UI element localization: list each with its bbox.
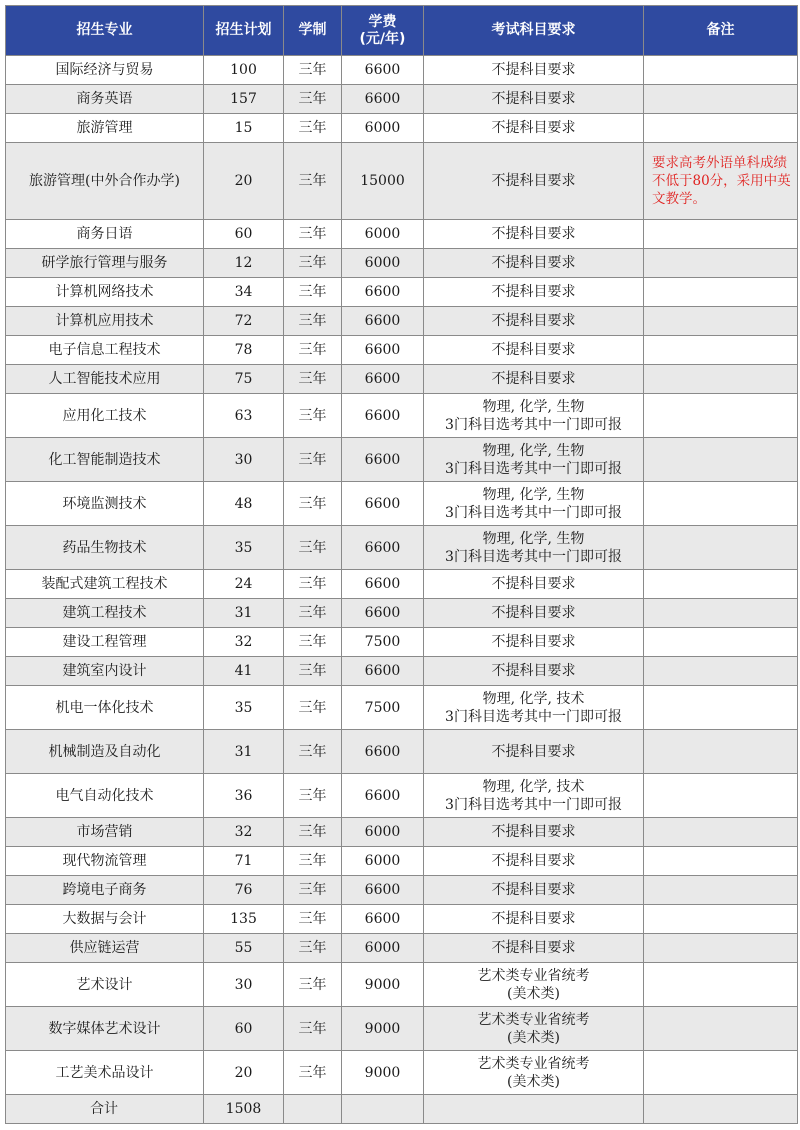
cell-req: 不提科目要求 [424, 847, 644, 876]
cell-req: 不提科目要求 [424, 934, 644, 963]
cell-duration: 三年 [284, 526, 342, 570]
cell-plan: 20 [204, 143, 284, 220]
cell-req: 不提科目要求 [424, 56, 644, 85]
table-row [6, 56, 798, 85]
cell-fee: 6600 [342, 394, 424, 438]
cell-fee: 6600 [342, 570, 424, 599]
cell-major: 旅游管理(中外合作办学) [6, 143, 204, 220]
cell-note [644, 774, 798, 818]
cell-plan: 60 [204, 220, 284, 249]
cell-major: 研学旅行管理与服务 [6, 249, 204, 278]
table-row [6, 114, 798, 143]
cell-req: 不提科目要求 [424, 249, 644, 278]
cell-major: 建筑室内设计 [6, 657, 204, 686]
cell-req: 不提科目要求 [424, 657, 644, 686]
total-empty-cell [644, 1095, 798, 1124]
cell-note [644, 876, 798, 905]
cell-fee: 6600 [342, 85, 424, 114]
cell-duration: 三年 [284, 818, 342, 847]
cell-plan: 36 [204, 774, 284, 818]
table-row [6, 143, 798, 220]
cell-note [644, 438, 798, 482]
cell-req: 不提科目要求 [424, 730, 644, 774]
cell-duration: 三年 [284, 143, 342, 220]
cell-major: 建设工程管理 [6, 628, 204, 657]
cell-duration: 三年 [284, 438, 342, 482]
cell-duration: 三年 [284, 307, 342, 336]
table-row [6, 774, 798, 818]
cell-note [644, 1007, 798, 1051]
cell-duration: 三年 [284, 905, 342, 934]
table-row [6, 336, 798, 365]
header-duration: 学制 [284, 6, 342, 56]
cell-note [644, 570, 798, 599]
cell-fee: 6000 [342, 847, 424, 876]
cell-duration: 三年 [284, 963, 342, 1007]
cell-note [644, 307, 798, 336]
cell-major: 建筑工程技术 [6, 599, 204, 628]
cell-major: 计算机网络技术 [6, 278, 204, 307]
cell-fee: 6000 [342, 114, 424, 143]
cell-req: 不提科目要求 [424, 818, 644, 847]
cell-note [644, 730, 798, 774]
cell-major: 跨境电子商务 [6, 876, 204, 905]
table-row [6, 657, 798, 686]
cell-fee: 6000 [342, 220, 424, 249]
cell-req: 不提科目要求 [424, 570, 644, 599]
cell-duration: 三年 [284, 570, 342, 599]
table-row [6, 599, 798, 628]
cell-fee: 6000 [342, 934, 424, 963]
cell-req: 艺术类专业省统考 (美术类) [424, 963, 644, 1007]
cell-fee: 6600 [342, 876, 424, 905]
cell-plan: 135 [204, 905, 284, 934]
cell-note [644, 1051, 798, 1095]
cell-fee: 6000 [342, 818, 424, 847]
cell-req: 物理, 化学, 生物 3门科目选考其中一门即可报 [424, 438, 644, 482]
cell-duration: 三年 [284, 686, 342, 730]
cell-major: 电子信息工程技术 [6, 336, 204, 365]
cell-req: 物理, 化学, 生物 3门科目选考其中一门即可报 [424, 526, 644, 570]
cell-major: 计算机应用技术 [6, 307, 204, 336]
cell-req: 艺术类专业省统考 (美术类) [424, 1051, 644, 1095]
cell-duration: 三年 [284, 114, 342, 143]
cell-duration: 三年 [284, 394, 342, 438]
total-empty-cell [284, 1095, 342, 1124]
cell-plan: 32 [204, 628, 284, 657]
cell-fee: 6600 [342, 307, 424, 336]
cell-duration: 三年 [284, 482, 342, 526]
cell-duration: 三年 [284, 847, 342, 876]
cell-req: 不提科目要求 [424, 905, 644, 934]
cell-major: 数字媒体艺术设计 [6, 1007, 204, 1051]
cell-plan: 55 [204, 934, 284, 963]
cell-fee: 6600 [342, 774, 424, 818]
cell-note [644, 482, 798, 526]
cell-plan: 30 [204, 963, 284, 1007]
cell-duration: 三年 [284, 249, 342, 278]
cell-plan: 72 [204, 307, 284, 336]
cell-duration: 三年 [284, 934, 342, 963]
cell-plan: 48 [204, 482, 284, 526]
cell-note [644, 56, 798, 85]
table-row [6, 628, 798, 657]
cell-duration: 三年 [284, 599, 342, 628]
cell-duration: 三年 [284, 1007, 342, 1051]
cell-duration: 三年 [284, 730, 342, 774]
cell-fee: 6600 [342, 730, 424, 774]
cell-req: 不提科目要求 [424, 220, 644, 249]
cell-duration: 三年 [284, 1051, 342, 1095]
table-row [6, 249, 798, 278]
cell-note [644, 220, 798, 249]
cell-fee: 15000 [342, 143, 424, 220]
cell-major: 商务英语 [6, 85, 204, 114]
table-row [6, 730, 798, 774]
cell-fee: 6600 [342, 438, 424, 482]
table-row [6, 220, 798, 249]
cell-major: 人工智能技术应用 [6, 365, 204, 394]
cell-duration: 三年 [284, 774, 342, 818]
header-notes: 备注 [644, 6, 798, 56]
table-row [6, 307, 798, 336]
cell-plan: 30 [204, 438, 284, 482]
cell-note [644, 934, 798, 963]
cell-major: 现代物流管理 [6, 847, 204, 876]
cell-fee: 6600 [342, 905, 424, 934]
table-row [6, 570, 798, 599]
cell-duration: 三年 [284, 220, 342, 249]
cell-duration: 三年 [284, 876, 342, 905]
cell-major: 药品生物技术 [6, 526, 204, 570]
cell-note [644, 336, 798, 365]
cell-req: 不提科目要求 [424, 114, 644, 143]
cell-fee: 7500 [342, 686, 424, 730]
cell-fee: 6600 [342, 526, 424, 570]
cell-fee: 6600 [342, 56, 424, 85]
total-label: 合计 [6, 1095, 204, 1124]
cell-fee: 9000 [342, 1007, 424, 1051]
table-row [6, 394, 798, 438]
cell-req: 艺术类专业省统考 (美术类) [424, 1007, 644, 1051]
cell-plan: 41 [204, 657, 284, 686]
table-row [6, 438, 798, 482]
cell-note [644, 905, 798, 934]
cell-note [644, 686, 798, 730]
cell-plan: 32 [204, 818, 284, 847]
cell-note [644, 249, 798, 278]
cell-duration: 三年 [284, 657, 342, 686]
cell-plan: 60 [204, 1007, 284, 1051]
cell-plan: 71 [204, 847, 284, 876]
table-row [6, 934, 798, 963]
cell-major: 机电一体化技术 [6, 686, 204, 730]
cell-fee: 6600 [342, 336, 424, 365]
table-row [6, 847, 798, 876]
cell-req: 不提科目要求 [424, 336, 644, 365]
table-row [6, 876, 798, 905]
cell-plan: 75 [204, 365, 284, 394]
table-row [6, 1051, 798, 1095]
cell-req: 不提科目要求 [424, 143, 644, 220]
cell-fee: 6600 [342, 657, 424, 686]
cell-duration: 三年 [284, 278, 342, 307]
cell-req: 不提科目要求 [424, 599, 644, 628]
cell-fee: 9000 [342, 1051, 424, 1095]
cell-note [644, 114, 798, 143]
table-row [6, 526, 798, 570]
cell-note [644, 526, 798, 570]
cell-major: 电气自动化技术 [6, 774, 204, 818]
table-row [6, 365, 798, 394]
cell-major: 环境监测技术 [6, 482, 204, 526]
total-empty-cell [342, 1095, 424, 1124]
cell-plan: 63 [204, 394, 284, 438]
cell-plan: 20 [204, 1051, 284, 1095]
cell-major: 应用化工技术 [6, 394, 204, 438]
cell-duration: 三年 [284, 365, 342, 394]
cell-req: 不提科目要求 [424, 876, 644, 905]
cell-major: 化工智能制造技术 [6, 438, 204, 482]
cell-req: 物理, 化学, 技术 3门科目选考其中一门即可报 [424, 686, 644, 730]
cell-fee: 9000 [342, 963, 424, 1007]
cell-plan: 34 [204, 278, 284, 307]
cell-req: 物理, 化学, 技术 3门科目选考其中一门即可报 [424, 774, 644, 818]
cell-note: 要求高考外语单科成绩不低于80分，采用中英文教学。 [644, 143, 798, 220]
cell-req: 物理, 化学, 生物 3门科目选考其中一门即可报 [424, 482, 644, 526]
header-fee: 学费 (元/年) [342, 6, 424, 56]
cell-major: 机械制造及自动化 [6, 730, 204, 774]
table-row [6, 963, 798, 1007]
cell-plan: 35 [204, 686, 284, 730]
total-plan: 1508 [204, 1095, 284, 1124]
table-row [6, 686, 798, 730]
cell-note [644, 818, 798, 847]
cell-note [644, 365, 798, 394]
cell-req: 不提科目要求 [424, 278, 644, 307]
cell-major: 国际经济与贸易 [6, 56, 204, 85]
header-subjects: 考试科目要求 [424, 6, 644, 56]
cell-note [644, 628, 798, 657]
cell-note [644, 963, 798, 1007]
header-plan: 招生计划 [204, 6, 284, 56]
cell-plan: 157 [204, 85, 284, 114]
table-row [6, 482, 798, 526]
cell-major: 旅游管理 [6, 114, 204, 143]
cell-note [644, 657, 798, 686]
cell-major: 商务日语 [6, 220, 204, 249]
cell-duration: 三年 [284, 336, 342, 365]
total-row [6, 1095, 798, 1124]
cell-fee: 6600 [342, 599, 424, 628]
cell-req: 物理, 化学, 生物 3门科目选考其中一门即可报 [424, 394, 644, 438]
admission-plan-table [5, 5, 798, 1124]
table-row [6, 818, 798, 847]
table-row [6, 278, 798, 307]
cell-major: 装配式建筑工程技术 [6, 570, 204, 599]
cell-req: 不提科目要求 [424, 365, 644, 394]
table-row [6, 85, 798, 114]
cell-plan: 24 [204, 570, 284, 599]
cell-fee: 6000 [342, 249, 424, 278]
header-major: 招生专业 [6, 6, 204, 56]
cell-fee: 6600 [342, 365, 424, 394]
cell-plan: 12 [204, 249, 284, 278]
cell-note [644, 599, 798, 628]
cell-req: 不提科目要求 [424, 307, 644, 336]
cell-major: 工艺美术品设计 [6, 1051, 204, 1095]
cell-duration: 三年 [284, 85, 342, 114]
cell-major: 大数据与会计 [6, 905, 204, 934]
cell-plan: 35 [204, 526, 284, 570]
cell-plan: 100 [204, 56, 284, 85]
cell-note [644, 394, 798, 438]
cell-note [644, 278, 798, 307]
header-row [6, 6, 798, 56]
cell-major: 艺术设计 [6, 963, 204, 1007]
cell-fee: 7500 [342, 628, 424, 657]
cell-duration: 三年 [284, 628, 342, 657]
cell-plan: 31 [204, 730, 284, 774]
cell-plan: 76 [204, 876, 284, 905]
cell-duration: 三年 [284, 56, 342, 85]
cell-plan: 78 [204, 336, 284, 365]
cell-note [644, 85, 798, 114]
cell-major: 供应链运营 [6, 934, 204, 963]
cell-plan: 15 [204, 114, 284, 143]
table-row [6, 1007, 798, 1051]
cell-plan: 31 [204, 599, 284, 628]
cell-note [644, 847, 798, 876]
cell-fee: 6600 [342, 278, 424, 307]
cell-req: 不提科目要求 [424, 85, 644, 114]
total-empty-cell [424, 1095, 644, 1124]
cell-fee: 6600 [342, 482, 424, 526]
table-row [6, 905, 798, 934]
cell-req: 不提科目要求 [424, 628, 644, 657]
cell-major: 市场营销 [6, 818, 204, 847]
